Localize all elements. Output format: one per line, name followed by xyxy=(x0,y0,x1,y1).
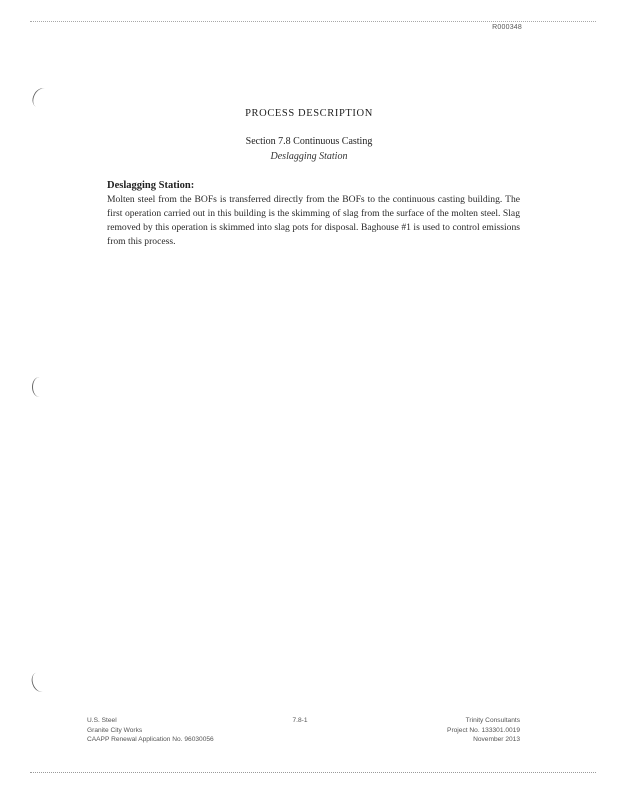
binder-hole-mark xyxy=(29,670,50,694)
paragraph-body: Molten steel from the BOFs is transferred directly from the BOFs to the continuous casting building. The first operation carried out in this building is the skimming of slag from the surface of the molten steel. Slag removed by this operation is skimmed into slag pots for disposal. Baghouse #1 is used to control emissions from this process. xyxy=(107,194,520,247)
footer-facility: Granite City Works xyxy=(87,726,143,734)
paragraph-heading: Deslagging Station: xyxy=(107,180,195,191)
footer-company: U.S. Steel xyxy=(87,717,117,724)
binder-hole-mark xyxy=(32,377,47,397)
footer-right xyxy=(410,716,520,745)
page-number: 7.8-1 xyxy=(292,717,308,724)
footer-date: November 2013 xyxy=(473,736,520,743)
footer-project-number: Project No. 133301.0019 xyxy=(447,726,520,734)
footer-left xyxy=(87,716,214,745)
section-title: Section 7.8 Continuous Casting xyxy=(245,136,373,147)
section-subtitle: Deslagging Station xyxy=(270,151,348,162)
footer-consultant: Trinity Consultants xyxy=(465,717,520,724)
scan-edge-top xyxy=(30,21,596,22)
page-title: PROCESS DESCRIPTION xyxy=(245,108,373,119)
footer-application: CAAPP Renewal Application No. 96030056 xyxy=(87,736,214,743)
binder-hole-mark xyxy=(29,86,51,110)
document-id: R000348 xyxy=(492,24,522,31)
scan-edge-bottom xyxy=(30,772,596,773)
